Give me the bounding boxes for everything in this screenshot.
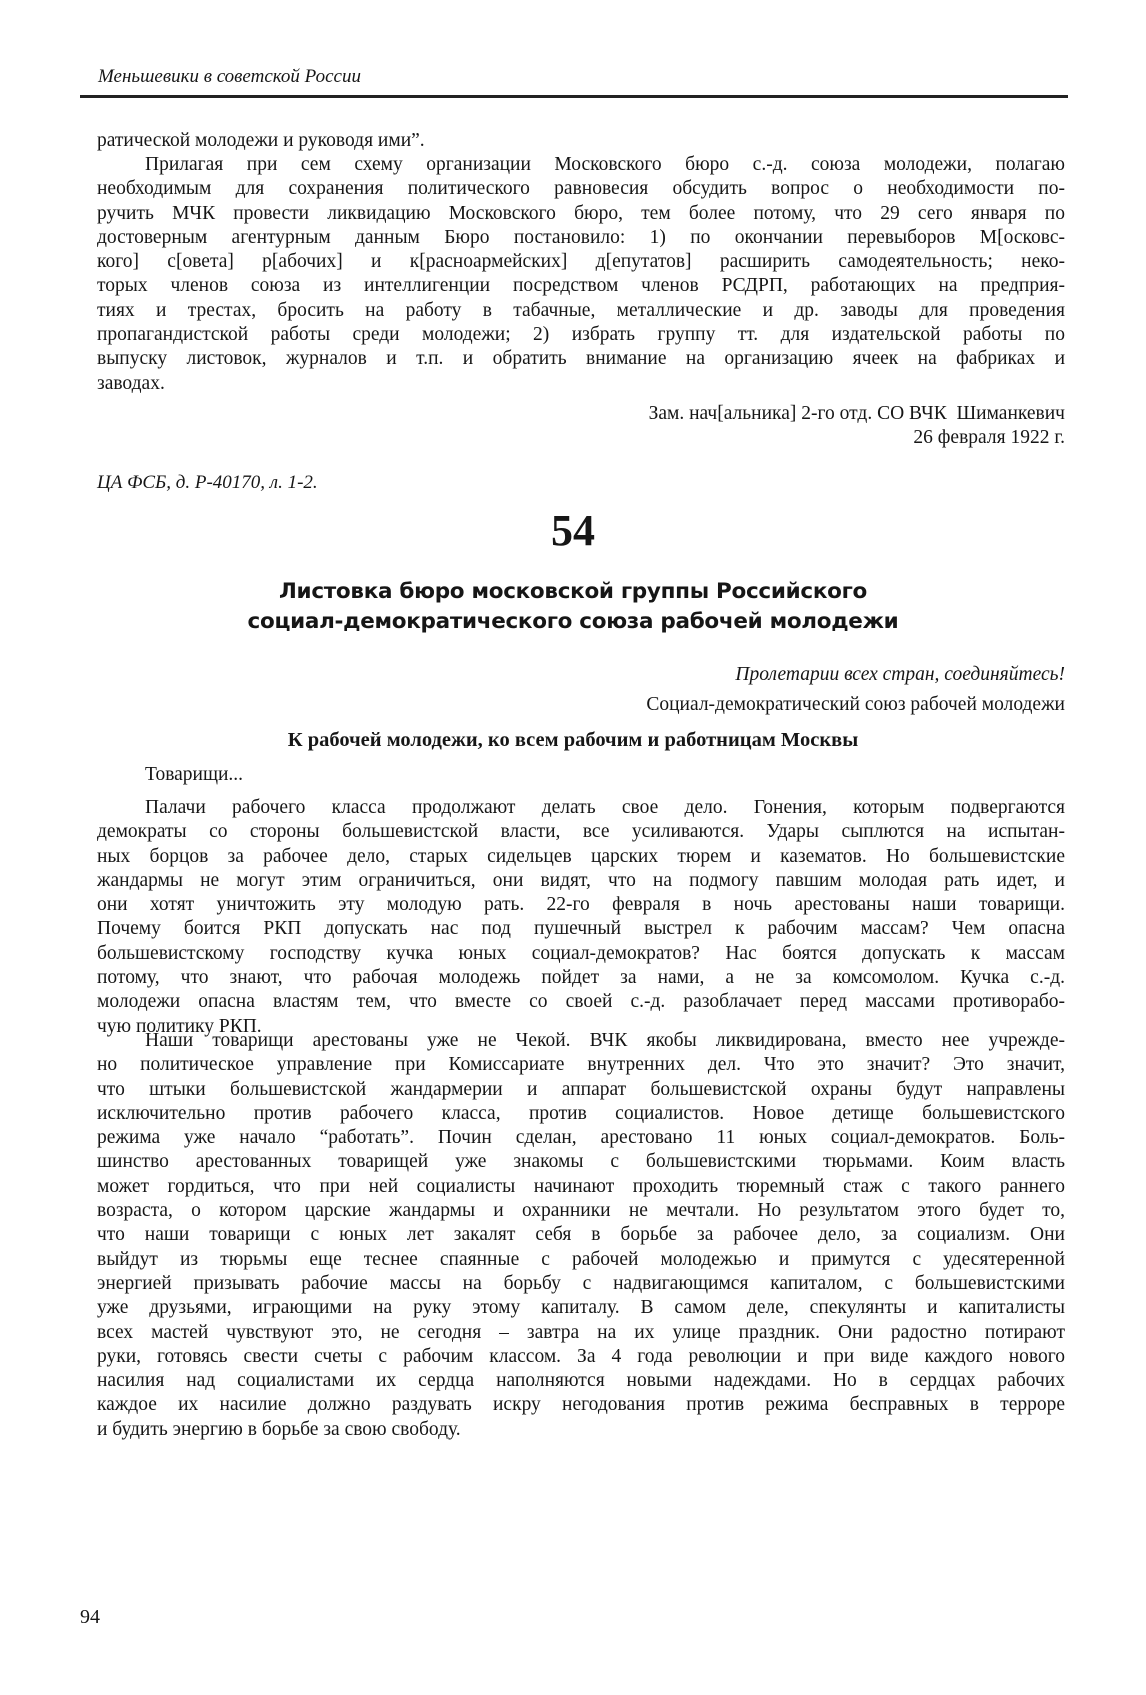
text-line: ных борцов за рабочее дело, старых сидельцев царских тюрем и казематов. Но большевистские (97, 845, 1065, 867)
signature-date: 26 февраля 1922 г. (913, 427, 1065, 449)
organization-name: Социал-демократический союз рабочей молодежи (646, 694, 1065, 715)
text-line: исключительно против рабочего класса, против социалистов. Новое детище большевистского (97, 1102, 1065, 1124)
text-line: пропагандистской работы среди молодежи; 2) избрать группу тт. для издательской работы по (97, 324, 1065, 346)
text-line: насилия над социалистами их сердца наполняются новыми надеждами. Но в сердцах рабочих (97, 1370, 1065, 1392)
text-line: торых членов союза из интеллигенции посредством членов РСДРП, работающих на предприя- (97, 275, 1065, 297)
text-line: чую политику РКП. (97, 1015, 262, 1037)
text-line: кого] с[овета] р[абочих] и к[расноармейских] д[епутатов] расширить самодеятельность; неко- (97, 251, 1065, 273)
text-line: уже друзьями, играющими на руку этому капиталу. В самом деле, спекулянты и капиталисты (97, 1297, 1065, 1319)
document-number: 54 (551, 506, 595, 555)
motto: Пролетарии всех стран, соединяйтесь! (735, 664, 1065, 685)
text-line: каждое их насилие должно раздувать искру негодования против режима бесправных в терроре (97, 1394, 1065, 1416)
document-title-line: Листовка бюро московской группы Российского (279, 579, 867, 604)
text-line: режима уже начало “работать”. Почин сделан, арестовано 11 юных социал-демократов. Боль- (97, 1127, 1065, 1149)
appeal-heading: К рабочей молодежи, ко всем рабочим и работницам Москвы (287, 729, 859, 751)
page-number: 94 (80, 1606, 100, 1628)
header-rule (80, 95, 1068, 98)
text-line: тиях и трестах, бросить на работу в табачные, металлические и др. заводы для проведения (97, 299, 1065, 321)
text-line: жандармы не могут этим ограничиться, они видят, что на подмогу павшим молодая рать идет, и (97, 869, 1065, 891)
text-line: ручить МЧК провести ликвидацию Московского бюро, тем более потому, что 29 сего января по (97, 202, 1065, 224)
text-line: необходимым для сохранения политического равновесия обсудить вопрос о необходимости по- (97, 178, 1065, 200)
text-line: руки, готовясь свести счеты с рабочим классом. За 4 года революции и при виде каждого нового (97, 1345, 1065, 1367)
text-line: молодежи опасна властям тем, что вместе со своей с.-д. разоблачает перед массами противорабо- (97, 991, 1065, 1013)
text-line: достоверным агентурным данным Бюро постановило: 1) по окончании перевыборов М[осковс- (97, 226, 1065, 248)
text-line: энергией призывать рабочие массы на борьбу с надвигающимся капиталом, с большевистскими (97, 1272, 1065, 1294)
text-line: ратической молодежи и руководя ими”. (97, 130, 425, 151)
document-title-line: социал-демократического союза рабочей молодежи (247, 609, 899, 634)
text-line: Палачи рабочего класса продолжают делать свое дело. Гонения, которым подвергаются (145, 797, 1065, 818)
text-line: всех мастей чувствуют это, не сегодня – завтра на их улице праздник. Они радостно потирают (97, 1321, 1065, 1343)
text-line: большевистскому господству кучка юных социал-демократов? Нас боятся допускать к массам (97, 942, 1065, 964)
text-line: они хотят уничтожить эту молодую рать. 22-го февраля в ночь арестованы наши товарищи. (97, 894, 1065, 916)
text-line: Почему боится РКП допускать нас под пушечный выстрел к рабочим массам? Чем опасна (97, 918, 1065, 940)
text-line: и будить энергию в борьбе за свою свободу. (97, 1418, 461, 1440)
text-line: Прилагая при сем схему организации Московского бюро с.-д. союза молодежи, полагаю (145, 154, 1065, 175)
text-line: может гордиться, что при ней социалисты начинают проходить тюремный стаж с такого раннего (97, 1175, 1065, 1197)
signature: Зам. нач[альника] 2-го отд. СО ВЧК Шиманкевич (648, 403, 1065, 424)
text-line: но политическое управление при Комиссариате внутренних дел. Что это значит? Это значит, (97, 1054, 1065, 1076)
intro-paragraph (97, 153, 1065, 396)
document-title (0, 577, 1146, 637)
text-line: демократы со стороны большевистской власти, все усиливаются. Удары сыплются на испытан- (97, 821, 1065, 843)
greeting: Товарищи... (145, 764, 244, 785)
text-line: что наши товарищи с юных лет закалят себя в борьбе за рабочее дело, за социализм. Они (97, 1224, 1065, 1246)
text-line: потому, что знают, что рабочая молодежь пойдет за нами, а не за комсомолом. Кучка с.-д. (97, 967, 1065, 989)
text-line: выйдут из тюрьмы еще теснее спаянные с рабочей молодежью и примутся с удесятеренной (97, 1248, 1065, 1270)
text-line: выпуску листовок, журналов и т.п. и обратить внимание на организацию ячеек на фабриках и (97, 348, 1065, 370)
body-paragraph-2 (97, 1029, 1065, 1442)
running-header: Меньшевики в советской России (98, 66, 361, 87)
text-line: Наши товарищи арестованы уже не Чекой. ВЧК якобы ликвидирована, вместо нее учрежде- (145, 1030, 1065, 1051)
signature-block (97, 402, 1065, 451)
text-line: шинство арестованных товарищей уже знакомы с большевистскими тюрьмами. Коим власть (97, 1151, 1065, 1173)
intro-continuation (97, 129, 1065, 153)
text-line: возраста, о котором царские жандармы и охранники не мечтали. Но результатом этого будет то, (97, 1200, 1065, 1222)
body-paragraph-1 (97, 796, 1065, 1039)
archive-source: ЦА ФСБ, д. Р-40170, л. 1-2. (97, 472, 318, 493)
text-line: заводах. (97, 372, 165, 394)
text-line: что штыки большевистской жандармерии и аппарат большевистской охраны будут направлены (97, 1078, 1065, 1100)
